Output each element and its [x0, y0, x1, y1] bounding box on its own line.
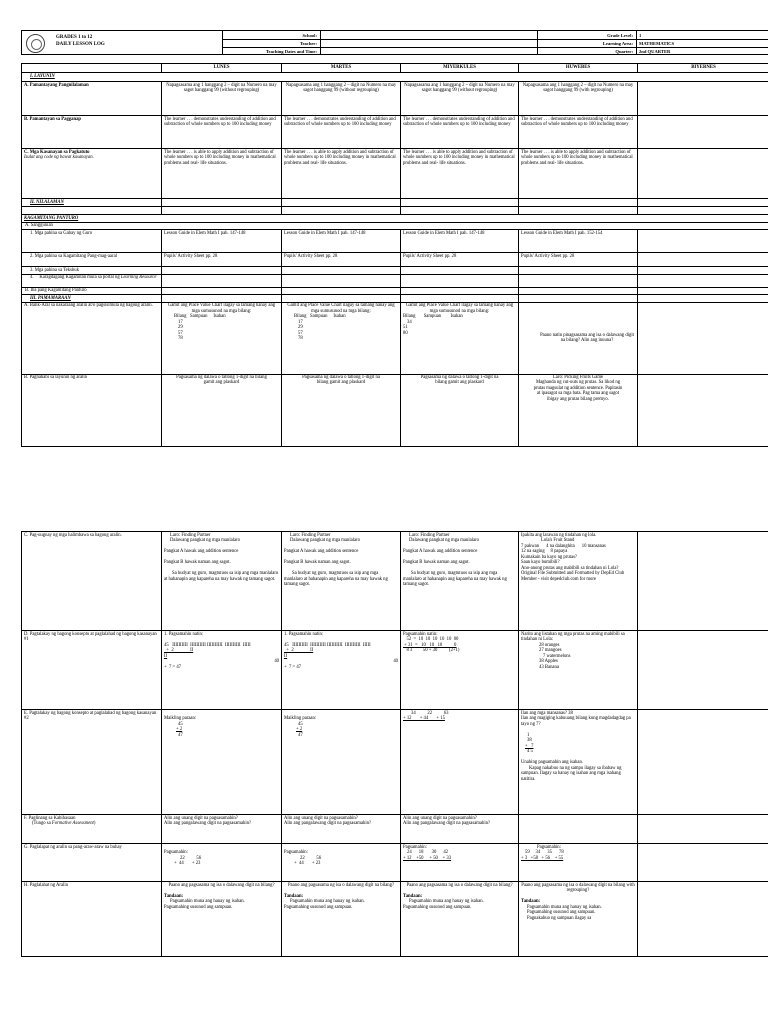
day-miyerkules: MIYERKULES [401, 64, 519, 73]
row-label: A. Balik-Aral sa nakaraang aralin at/o pagsisimula ng bagong aralin. [22, 302, 162, 374]
row-paglalapat [22, 844, 768, 882]
cell-text: Napagsasama ang 1 hanggang 2 – digit na Numero na may sagot hanggang 99 (without regrouping) [282, 82, 401, 116]
math-work-cell: Pagsamahin: 22 56 + 44 + 23 [162, 844, 282, 882]
cell-text: Paano natin pinagsasama ang isa o dalawang digit na bilang? Alin ang inuuna? [519, 302, 638, 374]
regrouping-cell: Ilan ang mga mansanas? 38 Ilan ang magiging kabuuang bilang kung magdadagdag pa tayo ng 7? 1 38 + 7 4 5 Unahing pagsamahin ang isahan. Kapag nakabuo na ng sampu ilagay sa ibabaw ng sampuan. Ilagay sa hanay ng isahan ang mga isahang natitira. [519, 710, 638, 815]
finding-partner-cell: Laro: Finding Partner Dalawang pangkat ng mga manlalaro Pangkat A hawak ang addition sentence Pangkat B hawak naman ang sagot. Sa hudyat ng guro, magtutuos sa isip ang mga manlalaro at hahanapin ang kapareha na may hawak ng tamang sagot. [282, 532, 401, 631]
cell-text: Pupils' Activity Sheet pp. 28 [401, 253, 519, 267]
cell-text: The learner . . . is able to apply addition and subtraction of whole numbers up to 100 including money in mathematical problems and real- life situations. [519, 149, 638, 199]
cell-text: Lesson Guide in Elem Math I pah. 152-154 [519, 230, 638, 253]
page-2 [21, 529, 768, 1024]
header-title-dll: DAILY LESSON LOG [56, 42, 105, 47]
header-title-grades: GRADES 1 to 12 [56, 35, 93, 40]
day-huwebes: HUWEBES [519, 64, 638, 73]
grade-level-label: Grade Level: [607, 32, 633, 38]
learning-area-label: Learning Area: [602, 40, 633, 46]
row-label: B. Iba pang Kagamitang Panturo [22, 287, 162, 295]
math-work-cell: Pagsamahin: 59 34 35 78 + 3 +58 + 56 + 55 [519, 844, 638, 882]
cell-text: Napagsasama ang 1 hanggang 2 – digit na Numero na may sagot hanggang 99 (without regrouping) [401, 82, 519, 116]
row-label: B. Pamantayan sa Pagganap [22, 116, 162, 149]
learning-area-value: MATHEMATICS [639, 40, 675, 46]
cell-text: Alin ang unang digit na pagsasamahin? Alin ang pangalawang digit na pagsasamahin? [162, 815, 282, 844]
cell-text: The learner . . . demonstrates understanding of addition and subtraction of whole numbers up to 100 including money [162, 116, 282, 149]
cell-text: The learner . . . is able to apply addition and subtraction of whole numbers up to 100 including money in mathematical problems and real- life situations. [162, 149, 282, 199]
generalization-cell: Paano ang pagsasama ng isa o dalawang digit na bilang with regrouping? Tandaan: Pagsamahin muna ang hanay ng isahan. Pagsamahing susunod ang sampuan. Pagnakabuo ng sampuan ilagay sa [519, 882, 638, 957]
cell-text: The learner . . . is able to apply addition and subtraction of whole numbers up to 100 including money in mathematical problems and real- life situations. [282, 149, 401, 199]
row-pamantayan-sa-pagganap [22, 116, 768, 149]
row-pagtalakay-2 [22, 710, 768, 815]
cell-text: Pagsasama ng dalawa o tatlong 1-digit na bilang gamit ang plaskard [401, 374, 519, 446]
row-pamantayang-pangnilalaman [22, 82, 768, 116]
cell-text: Napagsasama ang 1 hanggang 2 – digit na Numero na may sagot hanggang 99 (with regrouping) [519, 82, 638, 116]
row-label: E. Pagtalakay ng bagong konsepto at paglalahad ng bagong kasanayan #2 [22, 710, 162, 815]
cell-text: Lesson Guide in Elem Math I pah. 147-148 [162, 230, 282, 253]
math-work-cell: 1. Pagsamahin natin: 45 IIIIIIIIII IIIIIIIIII IIIIIIIIII IIIIIIIIII IIIII + 2 II II 40 + 7 = 47 [282, 631, 401, 710]
row-label: 4. Karagdagang Kagamitan mula sa portal ng Learning Resource [22, 274, 162, 287]
math-work-cell: 1. Pagsamahin natin: 45 IIIIIIIIII IIIIIIIIII IIIIIIIIII IIIIIIIIII IIIII + 2 II II 40 + 7 = 47 [162, 631, 282, 710]
math-work-cell: Pagsamahin: 22 56 + 44 + 23 [282, 844, 401, 882]
math-work-cell: 34 22 63 + 12 + 44 + 15 [401, 710, 519, 815]
row-label: C. Pag-uugnay ng mga halimbawa sa bagong aralin. [22, 532, 162, 631]
page-1 [21, 30, 768, 465]
day-lunes: LUNES [162, 64, 282, 73]
row-label: 2. Mga pahina sa Kagamitang Pang-mag-aaral [22, 253, 162, 267]
row-gabay-ng-guro [22, 230, 768, 253]
cell-text: Pupils' Activity Sheet pp. 28 [282, 253, 401, 267]
quarter-label: Quarter: [615, 48, 633, 54]
section-nilalaman: II. NILALAMAN [22, 199, 162, 207]
cell-text: The learner . . . demonstrates understanding of addition and subtraction of whole numbers up to 100 including money [282, 116, 401, 149]
generalization-cell: Paano ang pagsasama ng isa o dalawang digit na bilang? Tandaan: Pagsamahin muna ang hanay ng isahan. Pagsamahing susunod ang sampuan. [282, 882, 401, 957]
row-pagtalakay-1 [22, 631, 768, 710]
cell-text: Pagsasama ng dalawa o tatlong 1-digit na bilang gamit ang plaskard [162, 374, 282, 446]
place-value-cell: Gamit ang Place Value Chart ilagay sa tamang hanay ang mga sumusunod na mga bilang: Bilang Sampuan Isahan 17 29 57 78 [162, 302, 282, 374]
lesson-table-page-1 [21, 63, 768, 447]
fruit-stand-cell: Ipakita ang larawan ng tindahan ng lola. Lola's Fruit Stand 7 pakwan 4 na dalanghita 10 mansanas 12 na saging 8 papaya Kumakain ba kayo ng prutas? Saan kayo bumibili? Ano-anong prutas ang mabibili sa tindahan ni Lola? Original File Submitted and Formatted by DepEd Club Member - visit depedclub.com for more [519, 532, 638, 631]
deped-seal-icon [26, 34, 45, 53]
day-header-row [22, 64, 768, 73]
generalization-cell: Paano ang pagsasama ng isa o dalawang digit na bilang? Tandaan: Pagsamahin muna ang hanay ng isahan. Pagsamahing susunod ang sampuan. [401, 882, 519, 957]
row-label: C. Mga Kasanayan sa Pagkatuto Isulat ang code ng bawat kasanayan. [22, 149, 162, 199]
teacher-label: Teacher: [299, 40, 317, 46]
cell-text: Lesson Guide in Elem Math I pah. 147-148 [282, 230, 401, 253]
row-mga-kasanayan [22, 149, 768, 199]
row-label: G. Paglalapat ng aralin sa pang-araw-araw na buhay [22, 844, 162, 882]
day-biyernes: BIYERNES [638, 64, 768, 73]
row-label: 1. Mga pahina sa Gabay ng Guro [22, 230, 162, 253]
row-label: B. Paghahabi sa layunin ng aralin [22, 374, 162, 446]
section-pamamaraan: III. PAMAMARAAN [22, 295, 162, 303]
cell-text: The learner . . . demonstrates understanding of addition and subtraction of whole numbers up to 100 including money [519, 116, 638, 149]
section-layunin: I. LAYUNIN [22, 73, 768, 82]
day-martes: MARTES [282, 64, 401, 73]
math-work-cell: Maikling paraan: 45 + 2 47 [162, 710, 282, 815]
cell-text: Napagsasama ang 1 hanggang 2 – digit na Numero na may sagot hanggang 99 (without regrouping) [162, 82, 282, 116]
row-pag-uugnay [22, 532, 768, 631]
cell-text: Pupils' Activity Sheet pp. 28 [519, 253, 638, 267]
row-label: D. Pagtalakay ng bagong konsepto at paglalahad ng bagong kasanayan #1 [22, 631, 162, 710]
fruit-list-cell: Narito ang listahan ng mga prutas na aming mabibili sa tindahan ni Lola: 28 oranges 27 mangoes 7 watermelons 38 Apples 43 Banana [519, 631, 638, 710]
finding-partner-cell: Laro: Finding Partner Dalawang pangkat ng mga manlalaro Pangkat A hawak ang addition sentence Pangkat B hawak naman ang sagot. Sa hudyat ng guro, magtutuos sa isip ang mga manlalaro at hahanapin ang kapareha na may hawak ng tamang sagot. [401, 532, 519, 631]
cell-text: The learner . . . is able to apply addition and subtraction of whole numbers up to 100 including money in mathematical problems and real- life situations. [401, 149, 519, 199]
row-label: F. Paglinang sa Kabihasaan (Tungo sa Formative Assessment) [22, 815, 162, 844]
cell-text: Pagsasama ng dalawa o tatlong 1-digit na bilang gamit ang plaskard [282, 374, 401, 446]
place-value-cell: Gamit ang Place Value Chart ilagay sa tamang hanay ang mga sumusunod na mga bilang: Bilang Sampuan Isahan 34 51 80 [401, 302, 519, 374]
row-kagamitang-pang-mag-aaral [22, 253, 768, 267]
math-work-cell: Maikling paraan: 45 + 2 47 [282, 710, 401, 815]
finding-partner-cell: Laro: Finding Partner Dalawang pangkat ng mga manlalaro Pangkat A hawak ang addition sentence Pangkat B hawak naman ang sagot. Sa hudyat ng guro, magtutuos sa isip ang mga manlalaro at hahanapin ang kapareha na may hawak ng tamang sagot. [162, 532, 282, 631]
math-work-cell: Pagsamahin natin: 52 = 10 10 10 10 10 00 + 31 = 10 10 10 0 8 3 50 + 30 (2+1) [401, 631, 519, 710]
quarter-value: 2nd QUARTER [639, 48, 671, 54]
row-paglalahat [22, 882, 768, 957]
cell-text: The learner . . . demonstrates understanding of addition and subtraction of whole numbers up to 100 including money [401, 116, 519, 149]
cell-text: Alin ang unang digit na pagsasamahin? Alin ang pangalawang digit na pagsasamahin? [401, 815, 519, 844]
place-value-cell: Gamit ang Place Value Chart ilagay sa tamang hanay ang mga sumusunod na mga bilang: Bilang Sampuan Isahan 17 29 57 78 [282, 302, 401, 374]
lesson-log-header [21, 30, 768, 55]
row-paghahabi [22, 374, 768, 446]
lesson-table-page-2 [21, 531, 768, 957]
section-kagamitang-panturo: KAGAMITANG PANTURO [22, 215, 768, 223]
dates-label: Teaching Dates and Time: [265, 48, 317, 54]
math-work-cell: Pagsamahin: 24 18 30 42 + 12 +50 + 50 + 33 [401, 844, 519, 882]
school-label: School: [302, 32, 317, 38]
cell-text: Pupils' Activity Sheet pp. 28 [162, 253, 282, 267]
cell-text: Laro: Picking Fruits Game Maghanda ng cut-outs ng prutas. Sa likod ng prutas magsulat ng addition sentence. Papitasin at ipasagot sa mga bata. Pag tama ang sagot ibigay ang prutas bilang premyo. [519, 374, 638, 446]
row-label: H. Paglalahat ng Aralin [22, 882, 162, 957]
row-label: A. Pamantayang Pangnilalaman [22, 82, 162, 116]
sanggunian-label: A. Sanggunian [22, 222, 768, 230]
cell-text: Alin ang unang digit na pagsasamahin? Alin ang pangalawang digit na pagsasamahin? [282, 815, 401, 844]
cell-text: Lesson Guide in Elem Math I pah. 147-148 [401, 230, 519, 253]
generalization-cell: Paano ang pagsasama ng isa o dalawang digit na bilang? Tandaan: Pagsamahin muna ang hanay ng isahan. Pagsamahing susunod ang sampuan. [162, 882, 282, 957]
row-paglinang [22, 815, 768, 844]
grade-level-value: 1 [639, 32, 642, 38]
row-balik-aral [22, 302, 768, 374]
row-label: 3. Mga pahina sa Teksbuk [22, 267, 162, 275]
